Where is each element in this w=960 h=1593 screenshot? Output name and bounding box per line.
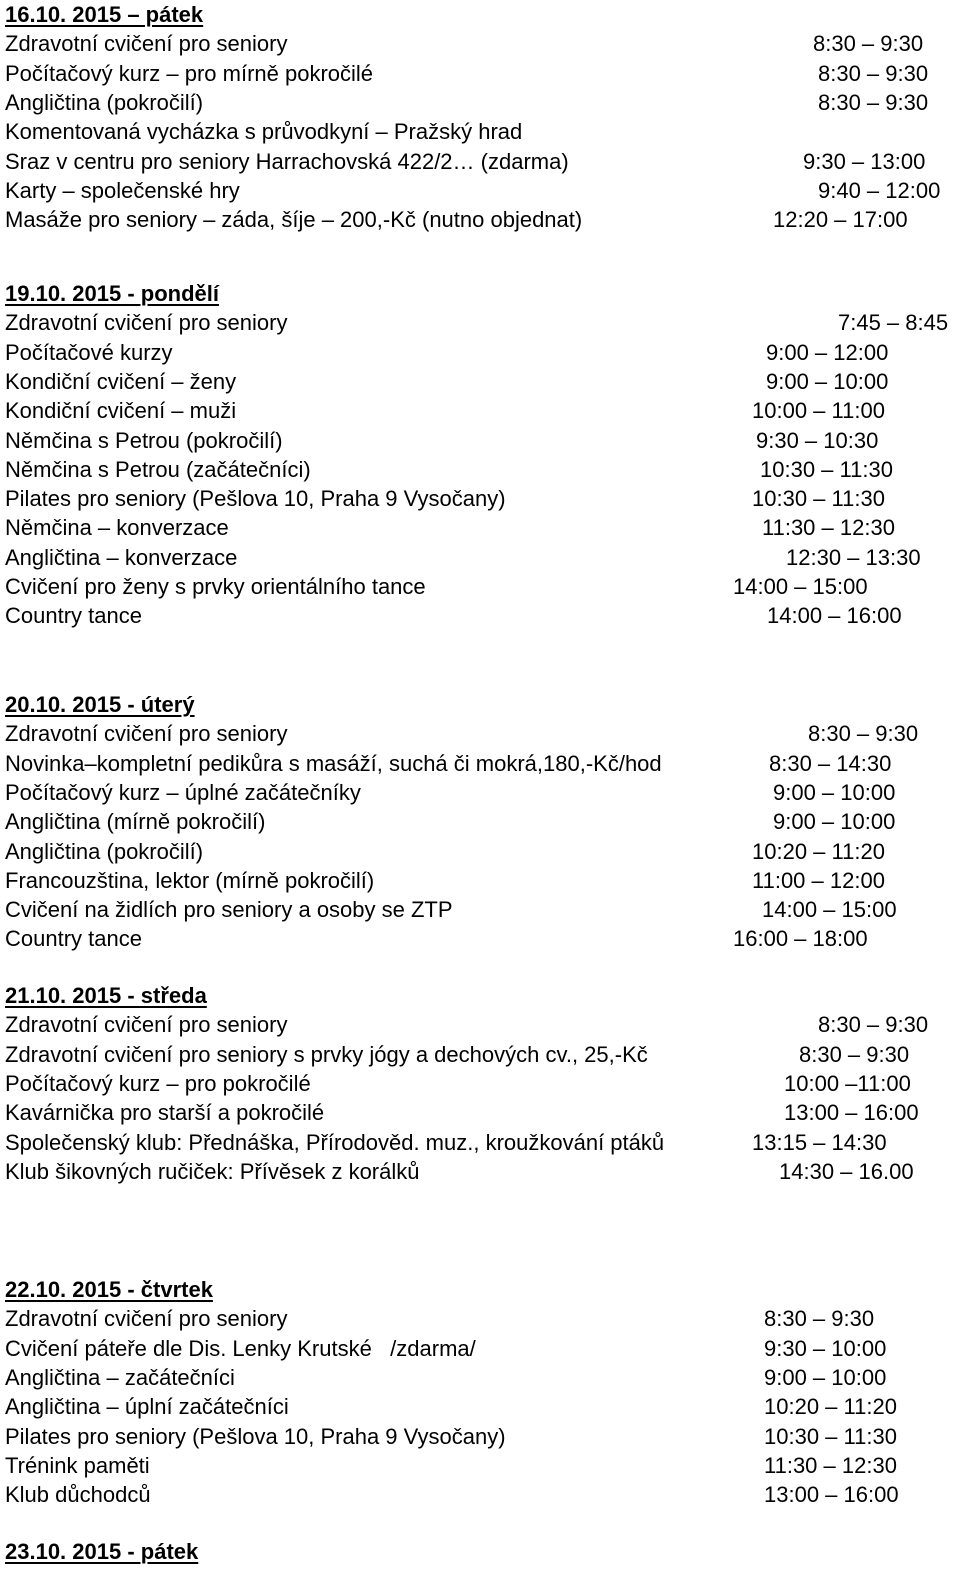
time-range: 10:30 – 11:30 [764, 1423, 897, 1449]
activity-name: Klub šikovných ručiček: Přívěsek z korálků [5, 1158, 420, 1184]
day-heading: 21.10. 2015 - středa [5, 983, 207, 1008]
time-range: 8:30 – 9:30 [799, 1041, 910, 1067]
activity-name: Angličtina – konverzace [5, 544, 238, 570]
activity-name: Zdravotní cvičení pro seniory s prvky jógy a dechových cv., 25,-Kč [5, 1041, 648, 1067]
time-range: 10:00 –11:00 [784, 1070, 911, 1096]
time-range: 9:30 – 10:30 [756, 427, 879, 453]
day-heading: 23.10. 2015 - pátek [5, 1539, 199, 1564]
day-heading: 19.10. 2015 - pondělí [5, 281, 219, 306]
activity-name: Angličtina (mírně pokročilí) [5, 809, 266, 835]
day-heading: 16.10. 2015 – pátek [5, 2, 204, 27]
time-range: 12:30 – 13:30 [786, 544, 921, 570]
activity-name: Cvičení pro ženy s prvky orientálního tance [5, 574, 426, 599]
activity-name: Masáže pro seniory – záda, šíje – 200,-Kč (nutno objednat) [5, 207, 583, 233]
activity-name: Zdravotní cvičení pro seniory [5, 310, 288, 336]
activity-name: Cvičení na židlích pro seniory a osoby se ZTP [5, 897, 453, 923]
time-range: 9:40 – 12:00 [818, 177, 941, 203]
time-range: 12:20 – 17:00 [773, 207, 908, 233]
activity-name: Novinka–kompletní pedikůra s masáží, suchá či mokrá,180,-Kč/hod [5, 750, 662, 776]
activity-name: Společenský klub: Přednáška, Přírodověd. muz., kroužkování ptáků [5, 1129, 665, 1155]
activity-name: Angličtina – začátečníci [5, 1364, 235, 1390]
activity-name: Zdravotní cvičení pro seniory [5, 1012, 288, 1038]
time-range: 8:30 – 9:30 [818, 89, 929, 115]
day-heading: 20.10. 2015 - úterý [5, 692, 195, 717]
time-range: 10:20 – 11:20 [752, 838, 885, 864]
time-range: 14:00 – 16:00 [767, 603, 902, 629]
time-range: 11:30 – 12:30 [764, 1452, 897, 1478]
day-heading: 22.10. 2015 - čtvrtek [5, 1277, 213, 1302]
activity-name: Zdravotní cvičení pro seniory [5, 1306, 288, 1332]
time-range: 9:30 – 13:00 [803, 148, 926, 174]
time-range: 13:00 – 16:00 [764, 1482, 899, 1508]
time-range: 9:00 – 10:00 [764, 1364, 887, 1390]
time-range: 16:00 – 18:00 [733, 926, 868, 952]
time-range: 14:00 – 15:00 [762, 897, 897, 923]
activity-name: Pilates pro seniory (Pešlova 10, Praha 9 Vysočany) [5, 486, 506, 512]
time-range: 8:30 – 9:30 [764, 1306, 875, 1332]
activity-name: Cvičení páteře dle Dis. Lenky Krutské /zdarma/ [5, 1335, 476, 1361]
time-range: 8:30 – 9:30 [818, 60, 929, 86]
time-range: 11:00 – 12:00 [752, 867, 885, 893]
activity-name: Angličtina – úplní začátečníci [5, 1394, 289, 1420]
activity-name: Country tance [5, 926, 142, 952]
time-range: 8:30 – 14:30 [769, 750, 892, 776]
activity-name: Klub důchodců [5, 1482, 151, 1508]
time-range: 13:00 – 16:00 [784, 1100, 919, 1126]
time-range: 8:30 – 9:30 [808, 721, 919, 747]
activity-name: Sraz v centru pro seniory Harrachovská 422/2… (zdarma) [5, 148, 569, 174]
activity-name: Počítačový kurz – pro mírně pokročilé [5, 60, 374, 86]
time-range: 11:30 – 12:30 [762, 515, 895, 541]
time-range: 9:00 – 10:00 [766, 368, 889, 394]
time-range: 10:30 – 11:30 [752, 486, 885, 512]
activity-name: Němčina s Petrou (pokročilí) [5, 427, 283, 453]
activity-name: Trénink paměti [5, 1452, 150, 1478]
time-range: 7:45 – 8:45 [838, 310, 949, 336]
time-range: 9:00 – 10:00 [773, 809, 896, 835]
time-range: 8:30 – 9:30 [813, 31, 924, 57]
activity-name: Pilates pro seniory (Pešlova 10, Praha 9 Vysočany) [5, 1423, 506, 1449]
activity-name: Kavárnička pro starší a pokročilé [5, 1100, 325, 1126]
time-range: 10:00 – 11:00 [752, 398, 885, 424]
time-range: 13:15 – 14:30 [752, 1129, 887, 1155]
activity-name: Karty – společenské hry [5, 177, 240, 203]
activity-name: Komentovaná vycházka s průvodkyní – Pražský hrad [5, 119, 523, 145]
activity-name: Počítačový kurz – úplné začátečníky [5, 779, 361, 805]
activity-name: Počítačový kurz – pro pokročilé [5, 1070, 311, 1096]
time-range: 9:00 – 10:00 [773, 779, 896, 805]
activity-name: Zdravotní cvičení pro seniory [5, 31, 288, 57]
time-range: 9:00 – 12:00 [766, 339, 889, 365]
activity-name: Počítačové kurzy [5, 339, 173, 365]
activity-name: Němčina s Petrou (začátečníci) [5, 456, 311, 482]
time-range: 10:20 – 11:20 [764, 1394, 897, 1420]
activity-name: Němčina – konverzace [5, 515, 229, 541]
activity-name: Francouzština, lektor (mírně pokročilí) [5, 867, 375, 893]
activity-name: Country tance [5, 603, 142, 629]
activity-name: Kondiční cvičení – muži [5, 398, 237, 424]
activity-name: Angličtina (pokročilí) [5, 89, 204, 115]
time-range: 14:00 – 15:00 [733, 574, 868, 599]
time-range: 14:30 – 16.00 [779, 1158, 914, 1184]
time-range: 8:30 – 9:30 [818, 1012, 929, 1038]
activity-name: Zdravotní cvičení pro seniory [5, 721, 288, 747]
time-range: 9:30 – 10:00 [764, 1335, 887, 1361]
activity-name: Kondiční cvičení – ženy [5, 368, 237, 394]
time-range: 10:30 – 11:30 [760, 456, 893, 482]
activity-name: Angličtina (pokročilí) [5, 838, 204, 864]
